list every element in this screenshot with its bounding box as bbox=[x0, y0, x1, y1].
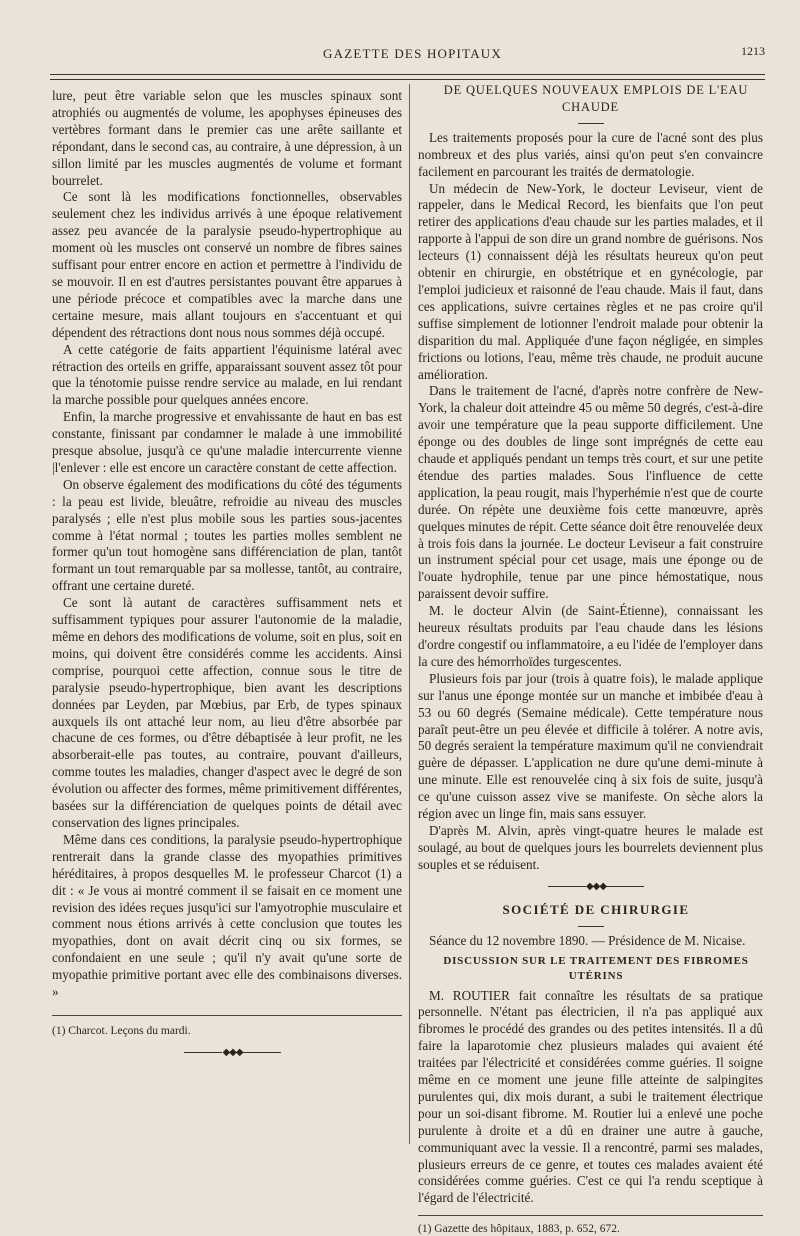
paragraph: M. ROUTIER fait connaître les résultats de sa pratique personnelle. N'étant pas électricien, il n'a pas appliqué aux fibromes le procédé des grandes ou des petites intensités. Il a dû faire la laparotomie chez plusieurs malades qui avaient été traitées par l'électricité et considérées comme guéries. Il soigne même en ce moment une jeune fille atteinte de salpingites purulentes qui, dix mois durant, a subi le traitement électrique pour un soi-disant fibrome. M. Routier lui a enlevé une poche purulente à droite et a dû en drainer une autre à gauche, communiquant avec la vessie. Il a rencontré, parmi ses malades, plusieurs erreurs de ce genre, et toutes ces malades avaient été considérées comme guéries. C'est ce qui l'a rendu sceptique à l'égard de l'électricité. bbox=[418, 987, 763, 1206]
page-header bbox=[60, 44, 765, 64]
paragraph: Enfin, la marche progressive et envahissante de haut en bas est constante, finissant par condamner le malade à une immobilité presque absolue, jusqu'à ce qu'une maladie intercurrente vienne |l'enlever : elle est encore un caractère constant de cette affection. bbox=[52, 409, 402, 475]
paragraph: Ce sont là les modifications fonctionnelles, observables seulement chez les individus arrivés à une époque relativement assez peu avancée de la paralysie pseudo-hypertrophique au moment où les muscles ont conservé un nombre de fibres saines suffisant pour entrer encore en action et permettre à l'individu de se mouvoir. Il en est d'autres persistantes pouvant être apparues à une période précoce et compatibles avec la marche dans une certaine mesure, mais allant toujours en s'accentuant et qui dépendent des rétractions dont nous nous sommes déjà occupé. bbox=[52, 189, 402, 340]
header-rule bbox=[50, 74, 765, 75]
footnote: (1) Charcot. Leçons du mardi. bbox=[52, 1024, 191, 1037]
subsection-title: DISCUSSION SUR LE TRAITEMENT DES FIBROMES bbox=[443, 954, 749, 967]
paragraph: Même dans ces conditions, la paralysie pseudo-hypertrophique rentrerait dans la grande classe des myopathies primitives héréditaires, à propos desquelles M. le professeur Charcot (1) a dit : « Je vous ai montré comment il se faisait en ce moment une revision des idées reçues jusqu'ici sur l'amyotrophie musculaire et comment nous étions arrivés à cette conclusion que toutes les myopathies, dont on avait décrit cinq ou six formes, se confondaient en une seule ; qu'il n'y avait qu'une sorte de myopathie primitive portant avec elle des combinaisons diverses. » bbox=[52, 831, 402, 1000]
paragraph: Un médecin de New-York, le docteur Leviseur, vient de rappeler, dans le Medical Record, les bienfaits que l'on peut retirer des applications d'eau chaude sur les parties malades, et il rapporte à l'appui de son dire un grand nombre de guérisons. Nos lecteurs (1) connaissent déjà les résultats heureux qu'on peut obtenir en chirurgie, en obstétrique et en gynécologie, par l'emploi judicieux et raisonné de l'eau chaude. Mais il faut, dans ces applications, suivre certaines règles et ne pas croire qu'il suffise simplement de lotionner l'endroit malade pour obtenir la disparition du mal. Appliquée d'une façon négligée, en simples frictions ou lotions, l'eau, même très chaude, ne produit aucune amélioration. bbox=[418, 180, 763, 382]
paragraph: M. le docteur Alvin (de Saint-Étienne), connaissant les heureux résultats produits par l'eau chaude dans les lésions d'ordre congestif ou inflammatoire, a eu l'idée de l'employer dans la cure des hémorrhoïdes turgescentes. bbox=[418, 603, 763, 669]
subsection-title-continued: UTÉRINS bbox=[568, 969, 624, 982]
footnote: (1) Gazette des hôpitaux, 1883, p. 652, 672. bbox=[418, 1223, 620, 1236]
column-separator bbox=[409, 84, 410, 1144]
right-column bbox=[418, 82, 763, 1236]
section-title-eau-chaude: DE QUELQUES NOUVEAUX EMPLOIS DE L'EAU CHAUDE bbox=[443, 83, 749, 114]
paragraph: Dans le traitement de l'acné, d'après notre confrère de New-York, la chaleur doit atteindre 45 ou même 50 degrés, c'est-à-dire avoir une température que la peau supporte difficilement. Une éponge ou des doubles de linge sont imprégnés de cette eau chaude et appliqués pendant un temps très court, et sur une petite étendue des parties malades. Sous l'influence de cette application, la peau rougit, mais l'hyperhémie n'est que de courte durée. On répète une deuxième fois cette manœuvre, après quelques minutes de répit. Cette séance doit être renouvelée deux à trois fois dans la journée. Le docteur Leviseur a fait construire un instrument spécial pour cet usage, mais une éponge ou de l'ouate hydrophile, tenue par une pince hémostatique, nous paraissent devoir suffire. bbox=[418, 383, 763, 602]
footnote-rule bbox=[418, 1215, 763, 1216]
title-rule bbox=[578, 926, 604, 927]
header-rule-secondary bbox=[50, 79, 765, 80]
running-title: GAZETTE DES HOPITAUX bbox=[323, 46, 502, 61]
paragraph: Plusieurs fois par jour (trois à quatre fois), le malade applique sur l'anus une éponge montée sur un manche et imbibée d'eau à 53 ou 60 degrés (Semaine médicale). Cette température nous paraît peut-être un peu élevée et difficile à tolérer. A notre avis, 50 degrés seraient la température maximum qu'il ne conviendrait guère de dépasser. L'application ne dure qu'une demi-minute à une minute. Elle est renouvelée cinq à six fois de suite, jusqu'à ce qu'une cuisson assez vive se manifeste. On sèche alors la région avec un linge fin, mais sans essuyer. bbox=[418, 670, 763, 822]
paragraph: A cette catégorie de faits appartient l'équinisme latéral avec rétraction des orteils en griffe, apparaissant souvent assez tôt pour que la ténotomie puisse rendre service au malade, en lui rendant la marche possible pour quelques années encore. bbox=[52, 341, 402, 408]
session-line: Séance du 12 novembre 1890. — Présidence de M. Nicaise. bbox=[429, 932, 746, 948]
fleuron-ornament: ◆◆◆ bbox=[418, 880, 763, 894]
page-number: 1213 bbox=[741, 44, 765, 58]
section-title-societe: SOCIÉTÉ DE CHIRURGIE bbox=[502, 901, 690, 917]
paragraph: On observe également des modifications du côté des téguments : la peau est livide, bleuâtre, refroidie au niveau des muscles paralysés ; elle n'est plus mobile sous les parties sous-jacentes comme à l'état normal ; toutes les parties molles semblent ne former qu'un tout homogène sans différenciation de plan, tantôt formant un tout remarquable par sa mollesse, tantôt, au contraire, offrant une certaine dureté. bbox=[52, 476, 402, 594]
paragraph: D'après M. Alvin, après vingt-quatre heures le malade est soulagé, au bout de quelques jours les bourrelets deviennent plus souples et se réduisent. bbox=[418, 822, 763, 872]
paragraph: lure, peut être variable selon que les muscles spinaux sont atrophiés ou augmentés de volume, les apophyses épineuses des vertèbres formant dans le premier cas une arête saillante et répondant, dans le second cas, au contraire, à une dépression, à un sillon limité par les muscles augmentés de volume et formant bourrelet. bbox=[52, 88, 402, 188]
left-column bbox=[52, 88, 402, 1060]
paragraph: Les traitements proposés pour la cure de l'acné sont des plus nombreux et des plus variés, ainsi qu'on peut s'en convaincre facilement en parcourant les traités de dermatologie. bbox=[418, 129, 763, 179]
title-rule bbox=[578, 123, 604, 124]
footnote-rule bbox=[52, 1015, 402, 1016]
paragraph: Ce sont là autant de caractères suffisamment nets et suffisamment typiques pour assurer l'autonomie de la maladie, même en dehors des modifications de volume, soit en plus, soit en moins, qui doivent être considérés comme les accidents. Ainsi comprise, pourquoi cette affection, connue sous le titre de paralysie pseudo-hypertrophique, bien avant les descriptions données par Leyden, par Mœbius, par Erb, de types spinaux auxquels ils ont attaché leur nom, au lieu d'être absorbée par chacune de ces formes, ou d'être débaptisée à leur profit, ne les absorberait-elle pas toutes, au contraire, pouvant d'ailleurs, comme toutes les maladies, changer d'aspect avec le degré de son évolution ou affecter des formes, même primitivement différentes, basées sur la différenciation de quelques points de détail avec conservation des lignes principales. bbox=[52, 595, 402, 830]
fleuron-ornament: ◆◆◆ bbox=[52, 1046, 402, 1060]
